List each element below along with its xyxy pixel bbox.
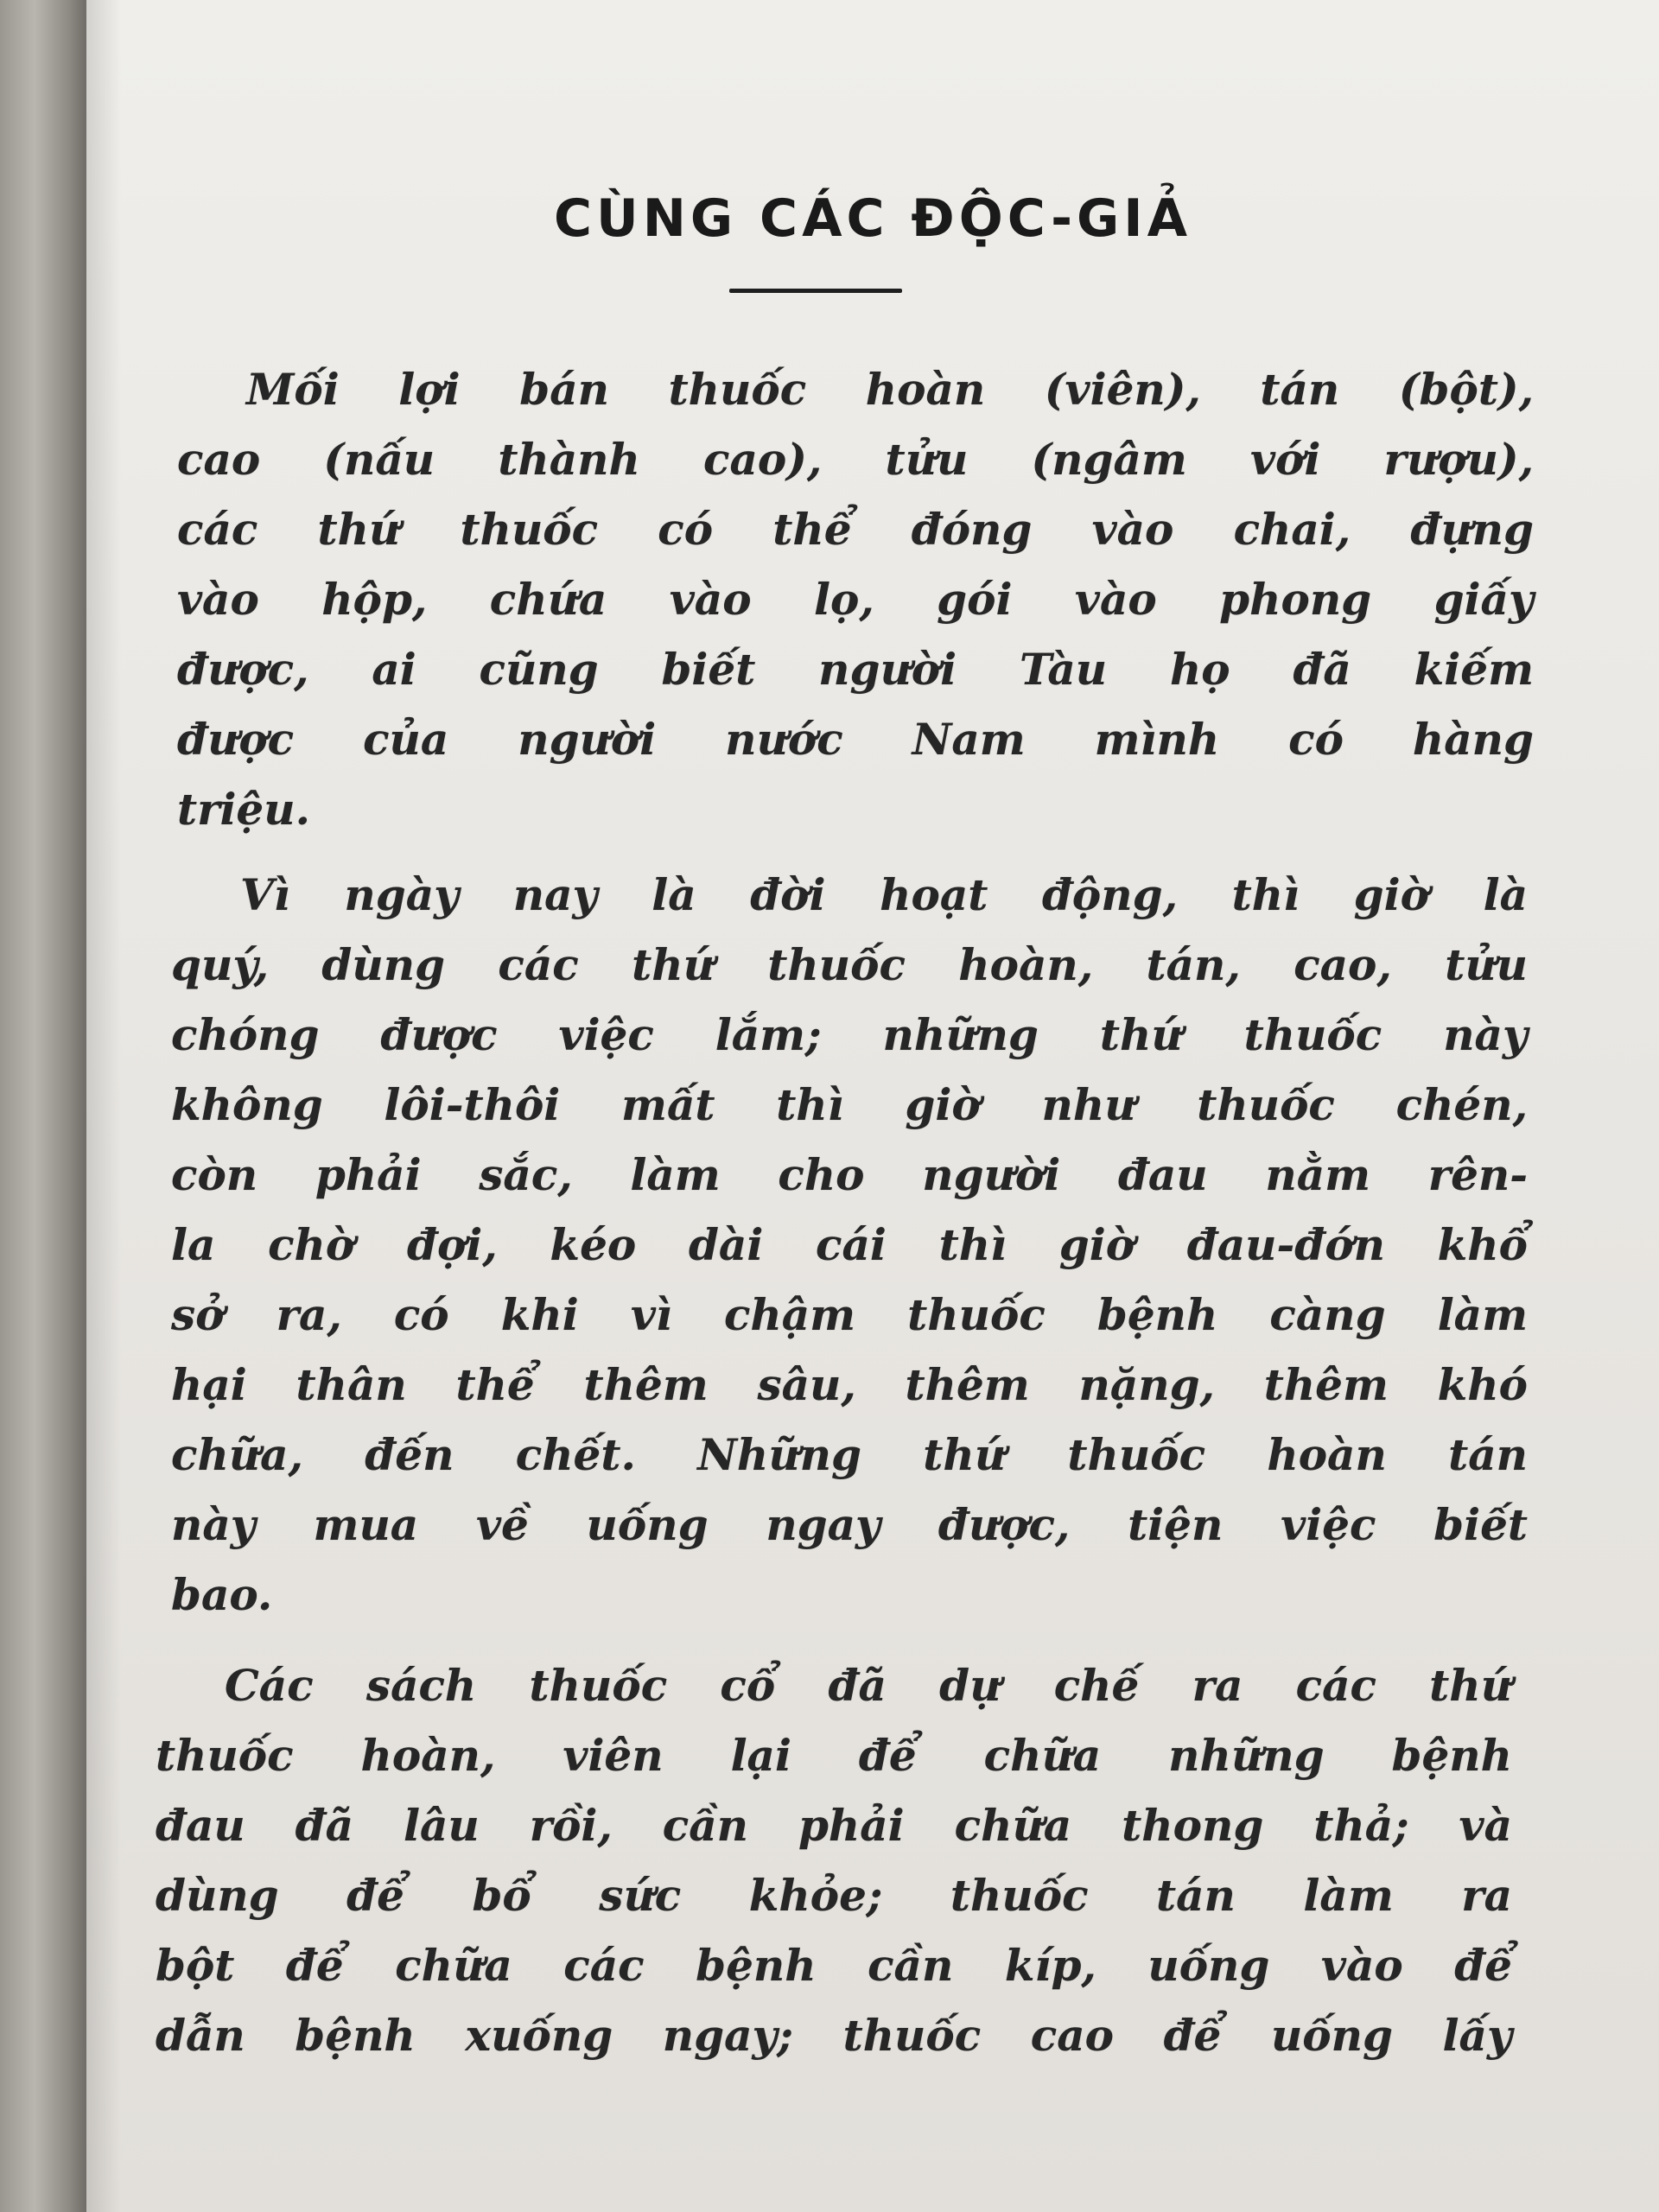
text-line: được của người nước Nam mình có hàng bbox=[177, 714, 1534, 765]
text-line: triệu. bbox=[177, 784, 311, 835]
text-line: sở ra, có khi vì chậm thuốc bệnh càng làm bbox=[171, 1289, 1528, 1340]
paragraph-3 bbox=[156, 1650, 1512, 2070]
text-line: Vì ngày nay là đời hoạt động, thì giờ là bbox=[240, 869, 1528, 920]
text-line: còn phải sắc, làm cho người đau nằm rên- bbox=[171, 1149, 1528, 1200]
text-line: dẫn bệnh xuống ngay; thuốc cao để uống lấy bbox=[156, 2010, 1512, 2061]
book-page bbox=[86, 0, 1659, 2212]
text-line: thuốc hoàn, viên lại để chữa những bệnh bbox=[156, 1730, 1512, 1781]
title-underline bbox=[729, 289, 902, 293]
text-line: không lôi-thôi mất thì giờ như thuốc chén, bbox=[171, 1079, 1528, 1130]
paragraph-1 bbox=[177, 354, 1534, 844]
text-line: bao. bbox=[171, 1569, 273, 1620]
text-line: chữa, đến chết. Những thứ thuốc hoàn tán bbox=[171, 1429, 1528, 1480]
page-title: CÙNG CÁC ĐỘC-GIẢ bbox=[553, 188, 1192, 249]
text-line: Các sách thuốc cổ đã dự chế ra các thứ bbox=[225, 1660, 1512, 1711]
text-line: này mua về uống ngay được, tiện việc biết bbox=[171, 1499, 1528, 1550]
text-line: đau đã lâu rồi, cần phải chữa thong thả; và bbox=[156, 1800, 1512, 1851]
text-line: được, ai cũng biết người Tàu họ đã kiếm bbox=[177, 644, 1534, 695]
text-line: quý, dùng các thứ thuốc hoàn, tán, cao, tửu bbox=[171, 939, 1528, 990]
text-line: vào hộp, chứa vào lọ, gói vào phong giấy bbox=[177, 574, 1534, 625]
text-line: Mối lợi bán thuốc hoàn (viên), tán (bột), bbox=[246, 364, 1534, 415]
text-line: các thứ thuốc có thể đóng vào chai, đựng bbox=[177, 504, 1534, 555]
text-line: la chờ đợi, kéo dài cái thì giờ đau-đớn khổ bbox=[171, 1219, 1528, 1270]
paragraph-2 bbox=[171, 860, 1528, 1630]
text-line: cao (nấu thành cao), tửu (ngâm với rượu), bbox=[177, 434, 1534, 485]
text-line: bột để chữa các bệnh cần kíp, uống vào để bbox=[156, 1940, 1512, 1991]
text-line: hại thân thể thêm sâu, thêm nặng, thêm khó bbox=[171, 1359, 1528, 1410]
text-line: chóng được việc lắm; những thứ thuốc này bbox=[171, 1009, 1528, 1060]
book-binding-edge bbox=[0, 0, 86, 2212]
text-line: dùng để bổ sức khỏe; thuốc tán làm ra bbox=[156, 1870, 1512, 1921]
